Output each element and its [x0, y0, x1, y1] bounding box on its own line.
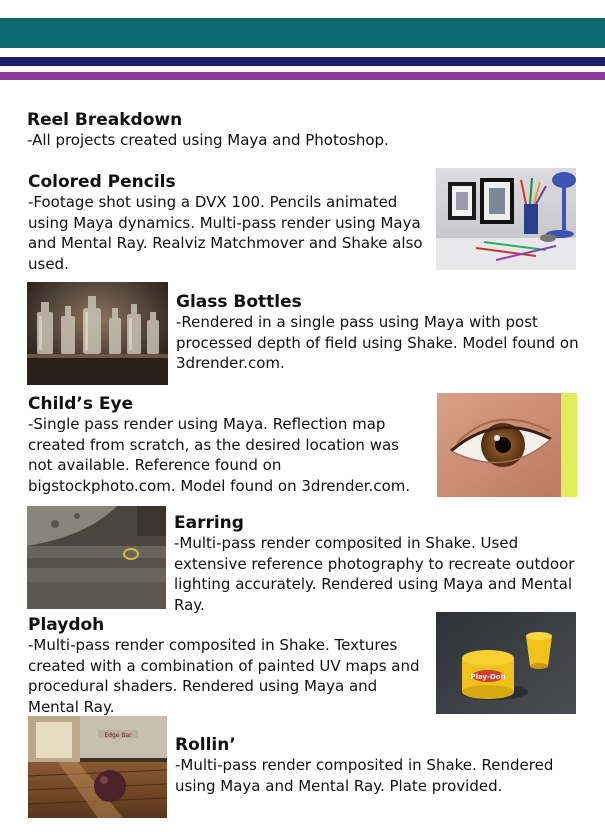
project-title: Child’s Eye: [28, 394, 134, 414]
rollin-sign: Edge Bar: [104, 732, 132, 739]
rollin-image: [28, 716, 167, 818]
glass-bottles-image: [27, 282, 168, 385]
project-earring: [174, 513, 586, 615]
project-description: -Single pass render using Maya. Reflection map created from scratch, as the desired location was not available. Reference found on bigstockphoto.com. Model found on 3drender.com.: [28, 415, 411, 495]
project-description: -Multi-pass render composited in Shake. Rendered using Maya and Mental Ray. Plate provided.: [175, 756, 554, 795]
playdoh-label: Play-Doh: [470, 673, 506, 681]
project-title: Glass Bottles: [176, 292, 302, 312]
project-rollin: [175, 735, 586, 796]
project-title: Earring: [174, 513, 244, 533]
header-band-teal: [0, 18, 605, 48]
project-childs-eye: [28, 394, 428, 496]
project-description: -Multi-pass render composited in Shake. Used extensive reference photography to recreate outdoor lighting accurately. Rendered using Maya and Mental Ray.: [174, 534, 575, 614]
intro-body: -All projects created using Maya and Photoshop.: [27, 131, 389, 149]
project-description: -Rendered in a single pass using Maya with post processed depth of field using Shake. Model found on 3drender.com.: [176, 313, 579, 372]
project-colored-pencils: [28, 172, 436, 274]
childs-eye-image: [437, 393, 577, 497]
project-title: Playdoh: [28, 615, 105, 635]
project-glass-bottles: [176, 292, 586, 374]
header-band-navy: [0, 57, 605, 66]
project-description: -Multi-pass render composited in Shake. Textures created with a combination of painted UV maps and procedural shaders. Rendered using Maya and Mental Ray.: [28, 636, 420, 716]
project-description: -Footage shot using a DVX 100. Pencils animated using Maya dynamics. Multi-pass render using Maya and Mental Ray. Realviz Matchmover and Shake also used.: [28, 193, 423, 273]
playdoh-image: [436, 612, 576, 714]
intro-title: Reel Breakdown: [27, 110, 183, 130]
header-band-purple: [0, 72, 605, 80]
project-title: Colored Pencils: [28, 172, 176, 192]
project-playdoh: [28, 615, 430, 717]
project-title: Rollin’: [175, 735, 236, 755]
earring-image: [27, 506, 166, 609]
colored-pencils-image: [436, 168, 576, 270]
intro-section: [27, 110, 587, 151]
